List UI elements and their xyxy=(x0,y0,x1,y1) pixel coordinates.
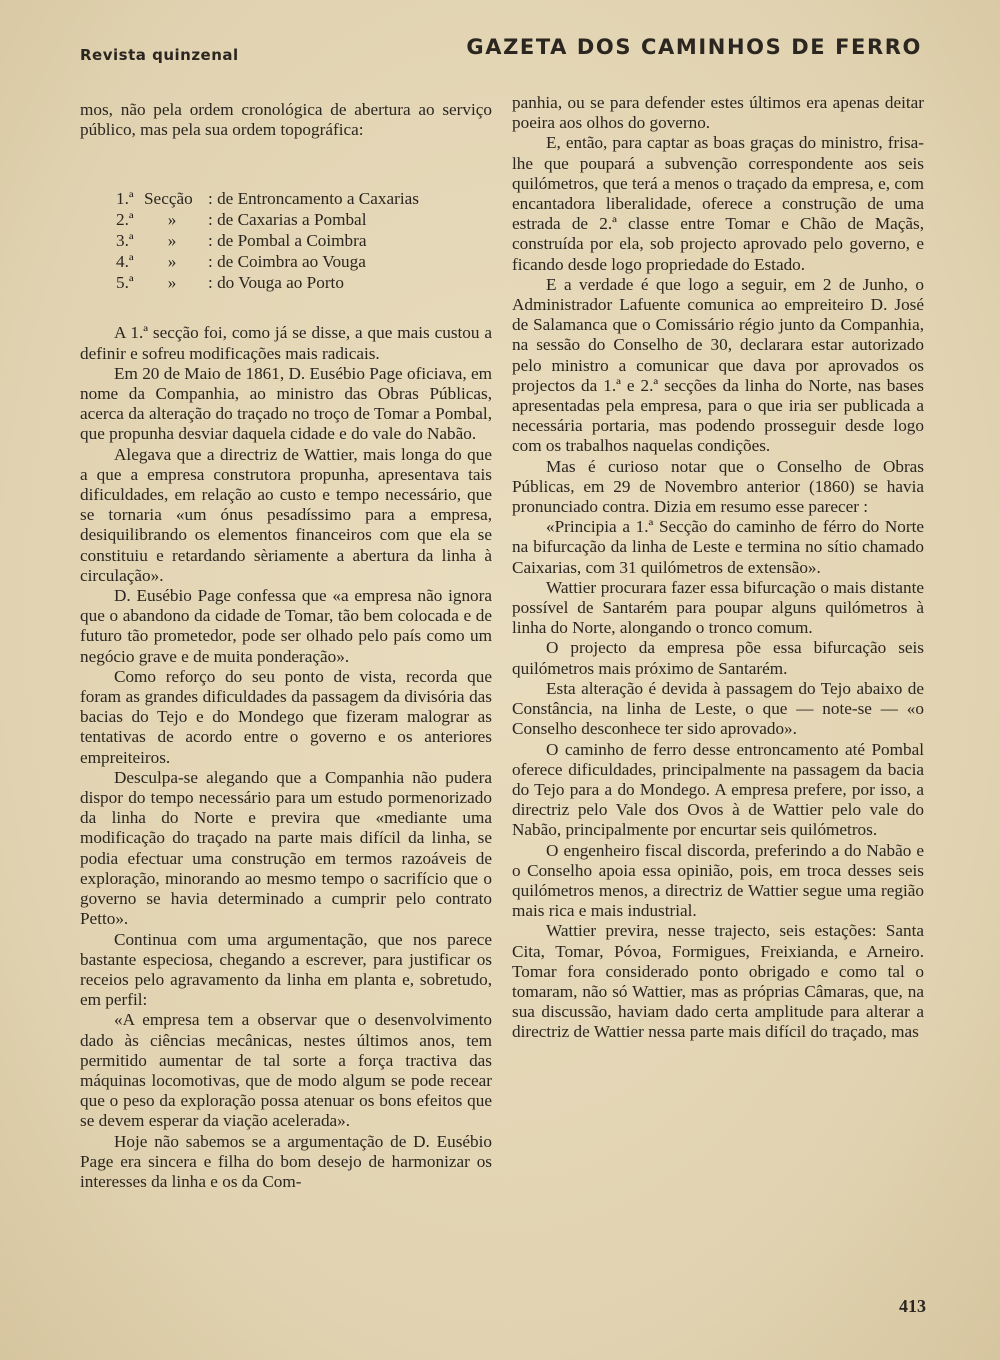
left-column xyxy=(80,100,492,1192)
section-item: 4.ª » : de Coimbra ao Vouga xyxy=(116,252,366,272)
paragraph: Como reforço do seu ponto de vista, recorda que foram as grandes dificuldades da passagem da divisória das bacias do Tejo e do Mondego que fizeram malograr as tentativas de acordo entre o governo e os anteriores empreiteiros. xyxy=(80,666,492,767)
paragraph: Hoje não sabemos se a argumentação de D. Eusébio Page era sincera e filha do bom desejo de harmonizar os interesses da linha e os da Com- xyxy=(80,1131,492,1191)
paragraph: mos, não pela ordem cronológica de abertura ao serviço público, mas pela sua ordem topográfica: xyxy=(80,100,492,140)
paragraph: Alegava que a directriz de Wattier, mais longa do que a que a empresa construtora propunha, apresentava tais dificuldades, em relação ao custo e tempo necessário, que se tornaria «um ónus pesadíssimo para a empresa, desiquilibrando os elementos financeiros com que ela se constituiu e retardando sèriamente a abertura da linha à circulação». xyxy=(80,444,492,585)
paragraph: panhia, ou se para defender estes últimos era apenas deitar poeira aos olhos do governo. xyxy=(512,93,924,133)
paragraph: O engenheiro fiscal discorda, preferindo a do Nabão e o Conselho apoia essa opinião, pois, em troca desses seis quilómetros menos, a directriz de Wattier segue uma região mais rica e mais industrial. xyxy=(512,840,924,921)
paragraph: E, então, para captar as boas graças do ministro, frisa-lhe que poupará a subvenção correspondente aos seis quilómetros, que terá a menos o traçado da empresa, e, com encantadora liberalidade, oferece a construção de uma estrada de 2.ª classe entre Tomar e Chão de Maçãs, construída por ela, sob projecto aprovado pelo governo, e ficando desde logo propriedade do Estado. xyxy=(512,133,924,274)
paragraph: A 1.ª secção foi, como já se disse, a que mais custou a definir e sofreu modificações mais radicais. xyxy=(80,323,492,363)
section-item: 2.ª » : de Caxarias a Pombal xyxy=(116,210,367,230)
paragraph: Desculpa-se alegando que a Companhia não pudera dispor do tempo necessário para um estudo pormenorizado da linha do Norte e previra que «mediante uma modificação do traçado na parte mais difícil da linha, se podia efectuar uma construção em termos razoáveis de exploração, minorando ao mesmo tempo o sacrifício que o governo se havia determinado a cumprir pelo contrato Petto». xyxy=(80,767,492,929)
page-number: 413 xyxy=(899,1296,926,1316)
paragraph: D. Eusébio Page confessa que «a empresa não ignora que o abandono da cidade de Tomar, tão bem colocada e de futuro tão prometedor, pode ser olhado pelo país como um negócio grave e de muita ponderação». xyxy=(80,586,492,666)
paragraph: Mas é curioso notar que o Conselho de Obras Públicas, em 29 de Novembro anterior (1860) se havia pronunciado contra. Dizia em resumo esse parecer : xyxy=(512,456,924,517)
header-left: Revista quinzenal xyxy=(80,46,239,64)
paragraph: E a verdade é que logo a seguir, em 2 de Junho, o Administrador Lafuente comunica ao empreiteiro D. José de Salamanca que o Comissário régio junto da Companhia, na sessão do Conselho de 30, declarara estar autorizado pelo ministro a comunicar que dava por aprovados os projectos da 1.ª e 2.ª secções da linha do Norte, nas bases apresentadas pela empresa, para o que iria ser publicada a necessária portaria, mas podendo prosseguir desde logo com os trabalhos naquelas condições. xyxy=(512,274,924,456)
paragraph: Em 20 de Maio de 1861, D. Eusébio Page oficiava, em nome da Companhia, ao ministro das Obras Públicas, acerca da alteração do traçado no troço de Tomar a Pombal, que propunha desviar daquela cidade e do vale do Nabão. xyxy=(80,363,492,444)
section-item: 5.ª » : do Vouga ao Porto xyxy=(116,273,344,293)
paragraph: Wattier procurara fazer essa bifurcação o mais distante possível de Santarém para poupar alguns quilómetros à linha do Norte, alongando o tronco comum. xyxy=(512,577,924,638)
section-item: 3.ª » : de Pombal a Coimbra xyxy=(116,231,367,251)
paragraph: «A empresa tem a observar que o desenvolvimento dado às ciências mecânicas, nestes últimos anos, tem permitido aumentar de tal sorte a força tractiva das máquinas locomotivas, que de modo algum se pode recear que o peso da exploração possa atenuar os bons efeitos que se devem esperar da viação acelerada». xyxy=(80,1010,492,1131)
paragraph: O projecto da empresa põe essa bifurcação seis quilómetros mais próximo de Santarém. xyxy=(512,638,924,678)
section-list xyxy=(116,188,492,293)
header-title: GAZETA DOS CAMINHOS DE FERRO xyxy=(466,35,922,59)
paragraph: «Principia a 1.ª Secção do caminho de férro do Norte na bifurcação da linha de Leste e termina no sítio chamado Caixarias, com 31 quilómetros de extensão». xyxy=(512,517,924,577)
paragraph: Esta alteração é devida à passagem do Tejo abaixo de Constância, na linha de Leste, o que — note-se — «o Conselho desconhece ter sido aprovado». xyxy=(512,678,924,739)
section-item: 1.ª Secção : de Entroncamento a Caxarias xyxy=(116,189,419,209)
right-column xyxy=(512,93,924,1043)
paragraph: Continua com uma argumentação, que nos parece bastante especiosa, chegando a escrever, para justificar os receios pelo agravamento da linha em planta e, sobretudo, em perfil: xyxy=(80,929,492,1010)
paragraph: Wattier previra, nesse trajecto, seis estações: Santa Cita, Tomar, Póvoa, Formigues, Freixianda, e Arneiro. Tomar fora considerado ponto obrigado e como tal o tomaram, não só Wattier, mas as próprias Câmaras, que, na sua discussão, haviam dado certa amplitude para alterar a directriz de Wattier nessa parte mais difícil do traçado, mas xyxy=(512,921,924,1042)
paragraph: O caminho de ferro desse entroncamento até Pombal oferece dificuldades, principalmente na passagem da bacia do Tejo para a do Mondego. A empresa prefere, por isso, a directriz pelo Vale dos Ovos à de Wattier pelo vale do Nabão, principalmente por encurtar seis quilómetros. xyxy=(512,739,924,840)
